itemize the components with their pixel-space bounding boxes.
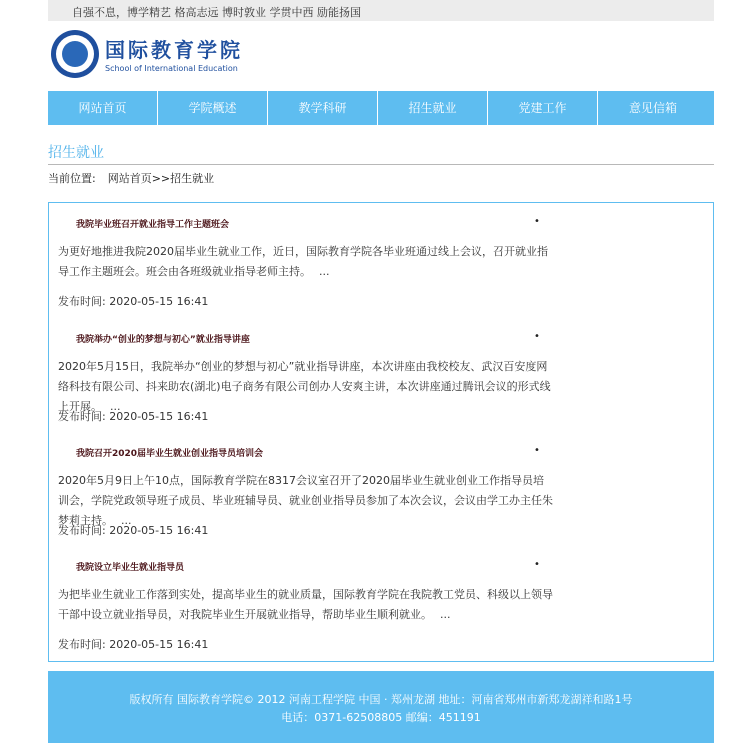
article-summary [58, 585, 554, 625]
read-more-link[interactable]: ... [110, 400, 121, 413]
read-more-link[interactable]: ... [440, 608, 451, 621]
top-bar [48, 0, 714, 21]
logo-english-name: School of International Education [105, 64, 238, 73]
summary-text: 2020年5月9日上午10点，国际教育学院在8317会议室召开了2020届毕业生就业创业工作指导员培训会，学院党政领导班子成员、毕业班辅导员、就业创业指导员参加了本次会议，会议由学工办主任朱梦莉主持。 [58, 474, 553, 527]
article-title-link[interactable]: 我院设立毕业生就业指导员 [76, 563, 185, 573]
publish-date: 发布时间: 2020-05-15 16:41 [58, 524, 209, 537]
bullet-icon: • [534, 216, 540, 227]
nav-item-home[interactable]: 网站首页 [48, 91, 158, 125]
summary-text: 为把毕业生就业工作落到实处，提高毕业生的就业质量，国际教育学院在我院教工党员、科级以上领导干部中设立就业指导员，对我院毕业生开展就业指导，帮助毕业生顺利就业。 [58, 588, 553, 621]
article-summary [58, 242, 554, 282]
main-nav [48, 91, 714, 125]
school-motto: 自强不息，博学精艺 格高志远 博时敦业 学贯中西 励能扬国 [72, 6, 361, 19]
breadcrumb-prefix: 当前位置: [48, 172, 96, 185]
breadcrumb-home-link[interactable]: 网站首页 [107, 172, 152, 185]
summary-text: 2020年5月15日，我院举办“创业的梦想与初心”就业指导讲座，本次讲座由我校校友、武汉百安度网络科技有限公司、抖来助农(湖北)电子商务有限公司创办人安爽主讲，本次讲座通过腾讯会议的形式线上开展。 [58, 360, 551, 413]
nav-item-about[interactable]: 学院概述 [158, 91, 268, 125]
footer-copyright: 版权所有 国际教育学院© 2012 河南工程学院 中国 · 郑州龙湖 地址：河南省郑州市新郑龙湖祥和路1号 [129, 693, 633, 706]
breadcrumb-separator: >> [151, 172, 171, 185]
bullet-icon: • [534, 331, 540, 342]
article-title-link[interactable]: 我院召开2020届毕业生就业创业指导员培训会 [76, 449, 264, 459]
nav-item-teaching[interactable]: 教学科研 [268, 91, 378, 125]
publish-date: 发布时间: 2020-05-15 16:41 [58, 410, 209, 423]
summary-text: 为更好地推进我院2020届毕业生就业工作，近日，国际教育学院各毕业班通过线上会议，召开就业指导工作主题班会。班会由各班级就业指导老师主持。 [58, 245, 548, 278]
logo-chinese-name: 国际教育学院 [105, 38, 243, 62]
breadcrumb [48, 170, 214, 186]
read-more-link[interactable]: ... [319, 265, 330, 278]
publish-date: 发布时间: 2020-05-15 16:41 [58, 638, 209, 651]
article-title-link[interactable]: 我院举办“创业的梦想与初心”就业指导讲座 [76, 335, 250, 345]
publish-date: 发布时间: 2020-05-15 16:41 [58, 295, 209, 308]
breadcrumb-current: 招生就业 [170, 172, 215, 185]
bullet-icon: • [534, 445, 540, 456]
footer [48, 671, 714, 743]
article-list [48, 202, 714, 662]
school-logo[interactable] [51, 30, 251, 82]
school-seal-icon [51, 30, 99, 78]
nav-item-feedback[interactable]: 意见信箱 [628, 101, 677, 115]
nav-item-admissions[interactable]: 招生就业 [378, 91, 488, 125]
read-more-link[interactable]: ... [121, 514, 132, 527]
article-title-link[interactable]: 我院毕业班召开就业指导工作主题班会 [76, 220, 230, 230]
bullet-icon: • [534, 559, 540, 570]
nav-item-party[interactable]: 党建工作 [488, 91, 598, 125]
page-title: 招生就业 [48, 145, 104, 161]
footer-contact: 电话：0371-62508805 邮编：451191 [281, 711, 481, 724]
title-divider [48, 164, 714, 165]
